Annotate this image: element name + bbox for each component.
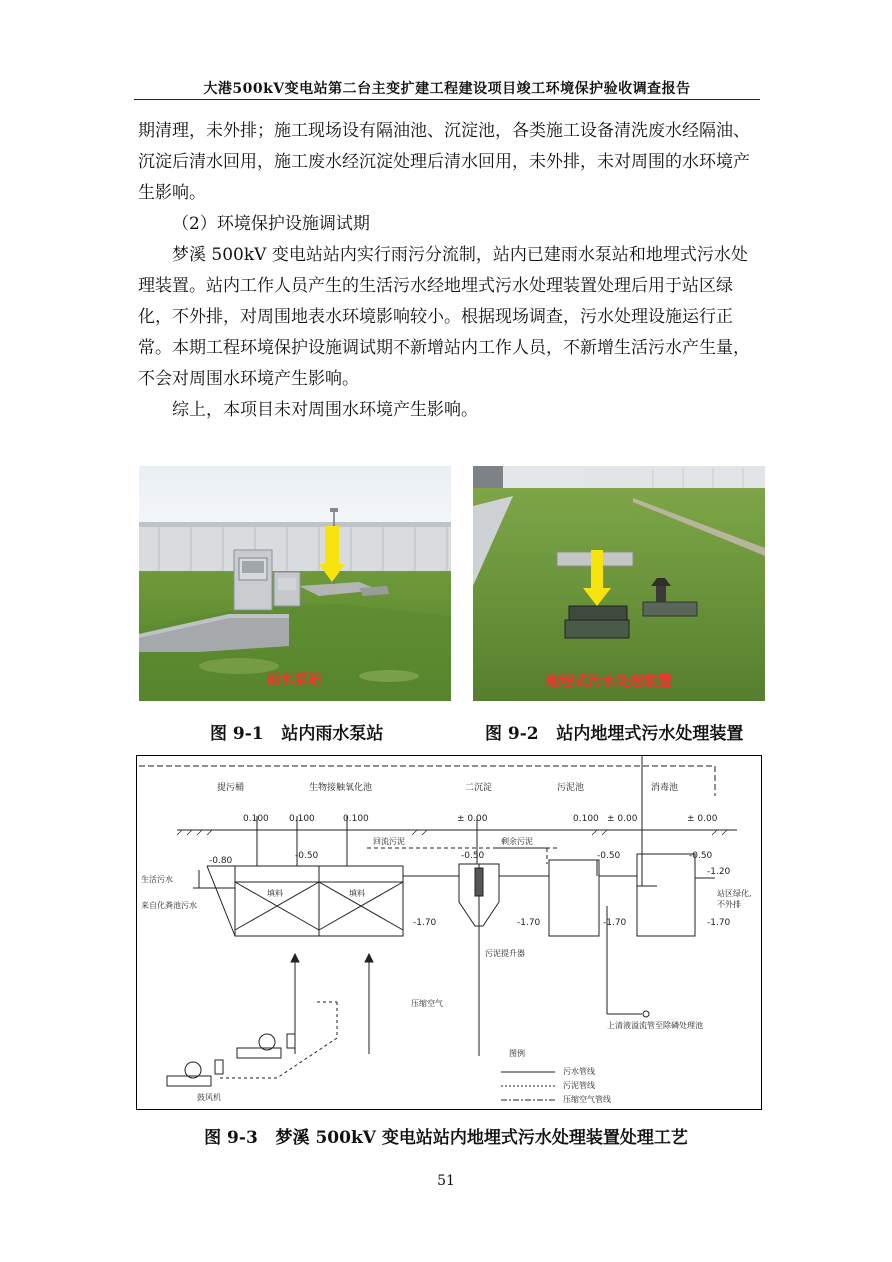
pipe-label: 剩余污泥 xyxy=(501,837,533,846)
elevation-label: -1.70 xyxy=(707,918,731,928)
unit-label: 消毒池 xyxy=(651,783,679,793)
equipment-label: 鼓风机 xyxy=(197,1093,221,1102)
elevation-label: -0.50 xyxy=(689,851,713,861)
unit-label: 污泥池 xyxy=(557,783,585,793)
elevation-label: -0.50 xyxy=(597,851,621,861)
section-heading: （2）环境保护设施调试期 xyxy=(172,214,370,234)
elevation-label: ± 0.00 xyxy=(687,814,718,824)
legend-item: 污水管线 xyxy=(563,1067,595,1076)
inflow-label: 生活污水 xyxy=(141,875,173,884)
elevation-label: 0.100 xyxy=(289,814,315,824)
figure-number: 图 9-2 xyxy=(485,724,539,744)
figure-caption-9-2 xyxy=(485,719,743,744)
photo-label-rainwater-pump: 雨水泵站 xyxy=(266,672,322,688)
photo-underground-sewage-unit xyxy=(473,466,765,701)
outflow-label: 不外排 xyxy=(717,900,741,909)
elevation-label: -0.50 xyxy=(461,851,485,861)
elevation-label: ± 0.00 xyxy=(457,814,488,824)
paragraph: 期清理，未外排；施工现场设有隔油池、沉淀池，各类施工设备清洗废水经隔油、沉淀后清水回用，施工废水经沉淀处理后清水回用，未外排，未对周围的水环境产生影响。 xyxy=(138,121,750,203)
figure-caption-9-1 xyxy=(210,719,383,744)
inflow-label: 来自化粪池污水 xyxy=(141,901,197,910)
elevation-label: 0.100 xyxy=(243,814,269,824)
elevation-label: 0.100 xyxy=(343,814,369,824)
figure-caption-text: 站内雨水泵站 xyxy=(281,724,384,744)
photo-rainwater-pump-station xyxy=(139,466,451,701)
body-text xyxy=(138,116,753,426)
tank-label: 填料 xyxy=(349,889,365,898)
legend-title: 图例 xyxy=(509,1049,525,1058)
header-rule xyxy=(134,99,760,100)
paragraph: 梦溪 500kV 变电站站内实行雨污分流制，站内已建雨水泵站和地埋式污水处理装置。站内工作人员产生的生活污水经地埋式污水处理装置处理后用于站区绿化，不外排，对周围地表水环境影响较小。根据现场调查，污水处理设施运行正常。本期工程环境保护设施调试期不新增站内工作人员，不新增生活污水产生量，不会对周围水环境产生影响。 xyxy=(138,245,750,389)
photo-label-underground-sewage: 地埋式污水处理装置 xyxy=(546,674,672,690)
process-diagram xyxy=(136,755,762,1110)
unit-label: 提污桶 xyxy=(217,783,245,793)
elevation-label: -1.70 xyxy=(517,918,541,928)
legend-item: 压缩空气管线 xyxy=(563,1095,611,1104)
pipe-label: 压缩空气 xyxy=(411,999,443,1008)
elevation-label: 0.100 xyxy=(573,814,599,824)
elevation-label: -1.70 xyxy=(413,918,437,928)
unit-label: 生物接触氧化池 xyxy=(309,783,373,793)
elevation-label: -1.20 xyxy=(707,867,731,877)
unit-label: 二沉淀 xyxy=(465,783,493,793)
paragraph: 综上，本项目未对周围水环境产生影响。 xyxy=(172,400,478,420)
elevation-label: -1.70 xyxy=(603,918,627,928)
elevation-label: -0.50 xyxy=(295,851,319,861)
elevation-label: -0.80 xyxy=(209,856,233,866)
figure-number: 图 9-3 xyxy=(204,1128,258,1148)
figure-caption-9-3 xyxy=(0,1123,892,1148)
outflow-label: 站区绿化, xyxy=(717,889,752,898)
pipe-label: 上清液溢流管至除磷处理池 xyxy=(607,1021,703,1030)
pipe-label: 回流污泥 xyxy=(373,837,405,846)
legend-item: 污泥管线 xyxy=(563,1081,595,1090)
elevation-label: ± 0.00 xyxy=(607,814,638,824)
page-number: 51 xyxy=(437,1173,455,1189)
page-header-title: 大港500kV变电站第二台主变扩建工程建设项目竣工环境保护验收调查报告 xyxy=(203,81,691,97)
equipment-label: 污泥提升器 xyxy=(485,949,525,958)
figure-number: 图 9-1 xyxy=(210,724,264,744)
figure-caption-text: 站内地埋式污水处理装置 xyxy=(556,724,744,744)
tank-label: 填料 xyxy=(267,889,283,898)
figure-caption-text: 梦溪 500kV 变电站站内地埋式污水处理装置处理工艺 xyxy=(275,1128,688,1148)
